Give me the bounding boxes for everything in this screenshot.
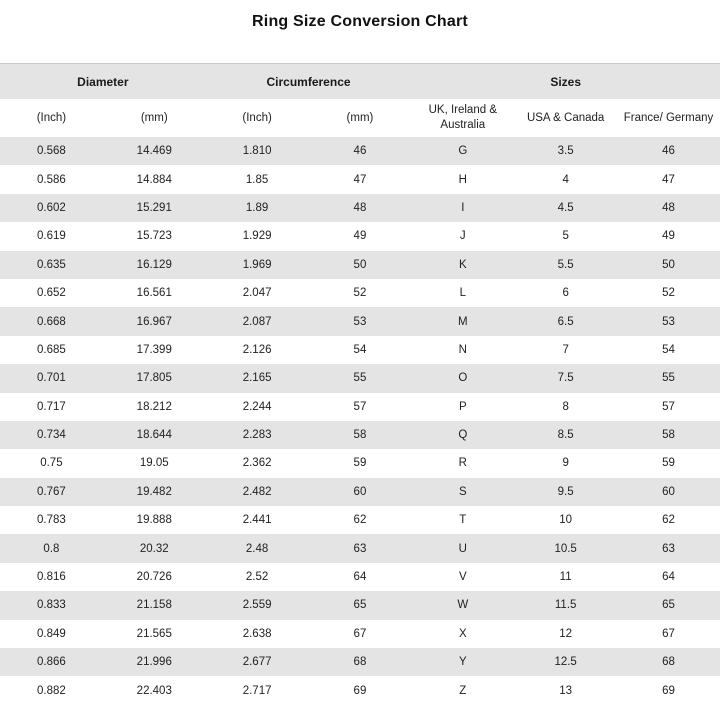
table-cell: 0.849 — [0, 620, 103, 648]
table-cell: 2.677 — [206, 648, 309, 676]
table-cell: 19.482 — [103, 478, 206, 506]
table-cell: 14.469 — [103, 137, 206, 165]
table-cell: 0.75 — [0, 449, 103, 477]
table-cell: 10 — [514, 506, 617, 534]
table-cell: 52 — [617, 279, 720, 307]
table-cell: 49 — [617, 222, 720, 250]
table-row — [0, 307, 720, 335]
table-cell: 0.767 — [0, 478, 103, 506]
table-cell: 18.212 — [103, 393, 206, 421]
table-cell: 1.929 — [206, 222, 309, 250]
table-cell: 0.586 — [0, 165, 103, 193]
table-cell: 49 — [309, 222, 412, 250]
table-cell: 58 — [617, 421, 720, 449]
table-cell: 0.833 — [0, 591, 103, 619]
table-cell: 19.05 — [103, 449, 206, 477]
table-cell: 6.5 — [514, 307, 617, 335]
table-cell: 22.403 — [103, 676, 206, 704]
group-header-diameter: Diameter — [0, 64, 206, 100]
table-cell: 11 — [514, 563, 617, 591]
table-cell: 2.559 — [206, 591, 309, 619]
table-cell: 0.619 — [0, 222, 103, 250]
table-cell: 2.283 — [206, 421, 309, 449]
column-header-diameter-mm: (mm) — [103, 99, 206, 137]
table-cell: T — [411, 506, 514, 534]
column-header-usa-canada: USA & Canada — [514, 99, 617, 137]
table-cell: 69 — [617, 676, 720, 704]
table-row — [0, 364, 720, 392]
table-cell: 20.726 — [103, 563, 206, 591]
table-cell: 21.996 — [103, 648, 206, 676]
table-row — [0, 137, 720, 165]
table-cell: 59 — [617, 449, 720, 477]
table-cell: 9.5 — [514, 478, 617, 506]
table-cell: S — [411, 478, 514, 506]
table-cell: 16.561 — [103, 279, 206, 307]
group-header-circumference: Circumference — [206, 64, 412, 100]
table-cell: 63 — [309, 534, 412, 562]
table-cell: 12.5 — [514, 648, 617, 676]
table-cell: 60 — [617, 478, 720, 506]
table-cell: 10.5 — [514, 534, 617, 562]
table-cell: 47 — [309, 165, 412, 193]
table-cell: 53 — [617, 307, 720, 335]
table-cell: 8.5 — [514, 421, 617, 449]
table-cell: 0.568 — [0, 137, 103, 165]
table-cell: N — [411, 336, 514, 364]
table-cell: 64 — [617, 563, 720, 591]
table-cell: U — [411, 534, 514, 562]
table-cell: 59 — [309, 449, 412, 477]
table-cell: 0.635 — [0, 251, 103, 279]
table-cell: 2.126 — [206, 336, 309, 364]
table-cell: 0.882 — [0, 676, 103, 704]
table-cell: 2.362 — [206, 449, 309, 477]
table-cell: Q — [411, 421, 514, 449]
table-cell: 0.668 — [0, 307, 103, 335]
table-row — [0, 648, 720, 676]
table-cell: 0.717 — [0, 393, 103, 421]
table-cell: O — [411, 364, 514, 392]
table-cell: 7 — [514, 336, 617, 364]
table-cell: J — [411, 222, 514, 250]
table-cell: 5 — [514, 222, 617, 250]
table-column-header-row — [0, 99, 720, 137]
table-cell: Y — [411, 648, 514, 676]
table-cell: 21.158 — [103, 591, 206, 619]
table-cell: 2.244 — [206, 393, 309, 421]
table-cell: 64 — [309, 563, 412, 591]
table-cell: 2.165 — [206, 364, 309, 392]
table-cell: 54 — [309, 336, 412, 364]
table-cell: 67 — [617, 620, 720, 648]
table-cell: 15.723 — [103, 222, 206, 250]
table-cell: 0.701 — [0, 364, 103, 392]
table-cell: V — [411, 563, 514, 591]
table-cell: 0.816 — [0, 563, 103, 591]
table-cell: 16.967 — [103, 307, 206, 335]
table-cell: 2.638 — [206, 620, 309, 648]
table-cell: G — [411, 137, 514, 165]
column-header-diameter-inch: (Inch) — [0, 99, 103, 137]
table-cell: 18.644 — [103, 421, 206, 449]
table-cell: 67 — [309, 620, 412, 648]
table-cell: 65 — [617, 591, 720, 619]
table-cell: 50 — [309, 251, 412, 279]
table-cell: 7.5 — [514, 364, 617, 392]
table-cell: 4.5 — [514, 194, 617, 222]
table-row — [0, 449, 720, 477]
table-cell: 58 — [309, 421, 412, 449]
table-cell: 12 — [514, 620, 617, 648]
table-cell: H — [411, 165, 514, 193]
table-cell: 57 — [617, 393, 720, 421]
table-row — [0, 165, 720, 193]
table-row — [0, 506, 720, 534]
table-cell: 48 — [617, 194, 720, 222]
table-cell: I — [411, 194, 514, 222]
table-cell: 68 — [309, 648, 412, 676]
table-cell: 2.52 — [206, 563, 309, 591]
table-cell: 55 — [617, 364, 720, 392]
table-cell: 65 — [309, 591, 412, 619]
table-row — [0, 336, 720, 364]
table-row — [0, 251, 720, 279]
table-cell: 13 — [514, 676, 617, 704]
table-cell: M — [411, 307, 514, 335]
column-header-circumference-inch: (Inch) — [206, 99, 309, 137]
table-cell: 1.89 — [206, 194, 309, 222]
table-cell: 1.85 — [206, 165, 309, 193]
table-cell: 2.482 — [206, 478, 309, 506]
page-title: Ring Size Conversion Chart — [252, 13, 468, 30]
table-cell: K — [411, 251, 514, 279]
table-cell: 63 — [617, 534, 720, 562]
table-cell: 20.32 — [103, 534, 206, 562]
table-cell: 2.441 — [206, 506, 309, 534]
table-cell: 46 — [617, 137, 720, 165]
table-cell: 50 — [617, 251, 720, 279]
table-row — [0, 478, 720, 506]
table-cell: 17.399 — [103, 336, 206, 364]
table-cell: X — [411, 620, 514, 648]
table-cell: 62 — [617, 506, 720, 534]
table-cell: 48 — [309, 194, 412, 222]
table-cell: P — [411, 393, 514, 421]
table-cell: 69 — [309, 676, 412, 704]
table-cell: 6 — [514, 279, 617, 307]
table-row — [0, 676, 720, 704]
table-row — [0, 393, 720, 421]
table-cell: 19.888 — [103, 506, 206, 534]
column-header-circumference-mm: (mm) — [309, 99, 412, 137]
table-body — [0, 137, 720, 705]
table-cell: 0.783 — [0, 506, 103, 534]
table-cell: 14.884 — [103, 165, 206, 193]
table-cell: 0.652 — [0, 279, 103, 307]
table-cell: 15.291 — [103, 194, 206, 222]
page — [0, 13, 720, 720]
table-cell: 0.602 — [0, 194, 103, 222]
table-row — [0, 421, 720, 449]
table-cell: 1.810 — [206, 137, 309, 165]
table-cell: 55 — [309, 364, 412, 392]
table-cell: 11.5 — [514, 591, 617, 619]
table-cell: 57 — [309, 393, 412, 421]
table-cell: 2.047 — [206, 279, 309, 307]
table-cell: 54 — [617, 336, 720, 364]
table-row — [0, 620, 720, 648]
table-cell: R — [411, 449, 514, 477]
table-row — [0, 222, 720, 250]
table-cell: 3.5 — [514, 137, 617, 165]
table-cell: 2.48 — [206, 534, 309, 562]
table-cell: 60 — [309, 478, 412, 506]
table-cell: 68 — [617, 648, 720, 676]
table-cell: 1.969 — [206, 251, 309, 279]
table-group-header-row — [0, 64, 720, 100]
table-cell: 0.8 — [0, 534, 103, 562]
table-cell: 2.717 — [206, 676, 309, 704]
table-cell: 4 — [514, 165, 617, 193]
table-cell: 46 — [309, 137, 412, 165]
group-header-sizes: Sizes — [411, 64, 720, 100]
table-row — [0, 563, 720, 591]
table-cell: 2.087 — [206, 307, 309, 335]
column-header-uk-ireland-australia: UK, Ireland & Australia — [411, 99, 514, 137]
table-row — [0, 194, 720, 222]
table-cell: 8 — [514, 393, 617, 421]
table-row — [0, 534, 720, 562]
table-cell: 62 — [309, 506, 412, 534]
table-cell: 47 — [617, 165, 720, 193]
table-cell: 5.5 — [514, 251, 617, 279]
column-header-france-germany: France/ Germany — [617, 99, 720, 137]
table-cell: 0.734 — [0, 421, 103, 449]
table-row — [0, 591, 720, 619]
table-cell: 52 — [309, 279, 412, 307]
table-cell: W — [411, 591, 514, 619]
table-cell: 17.805 — [103, 364, 206, 392]
table-row — [0, 279, 720, 307]
table-cell: 16.129 — [103, 251, 206, 279]
table-cell: 21.565 — [103, 620, 206, 648]
table-cell: L — [411, 279, 514, 307]
table-cell: 9 — [514, 449, 617, 477]
table-cell: 53 — [309, 307, 412, 335]
table-cell: Z — [411, 676, 514, 704]
ring-size-conversion-table — [0, 63, 720, 705]
table-cell: 0.685 — [0, 336, 103, 364]
table-cell: 0.866 — [0, 648, 103, 676]
